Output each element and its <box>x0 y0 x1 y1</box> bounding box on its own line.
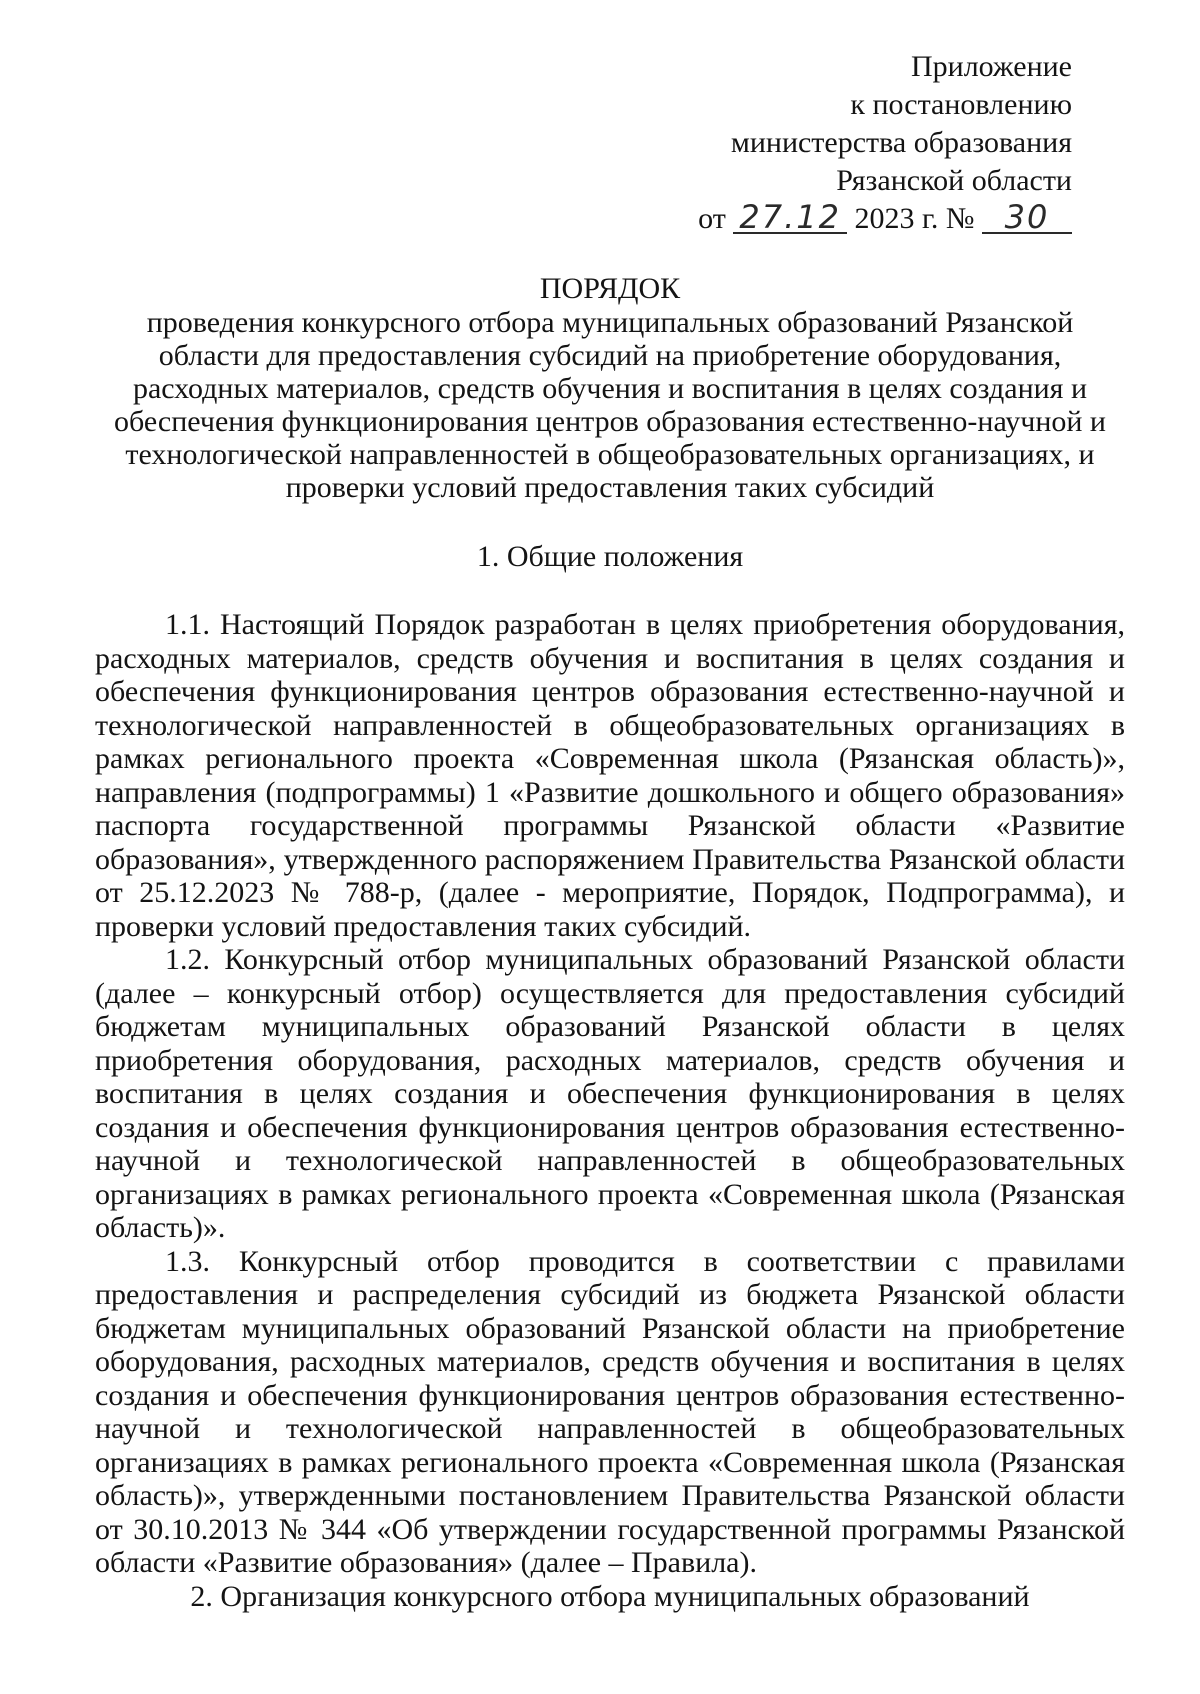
appendix-region-line: Рязанской области <box>836 164 1072 197</box>
paragraph-1-1: 1.1. Настоящий Порядок разработан в целях приобретения оборудования, расходных материалов, средств обучения и воспитания в целях создания и обеспечения функционирования центров образования естественно-научной и технологической направленностей в общеобразовательных организациях в рамках регионального проекта «Современная школа (Рязанская область)», направления (подпрограммы) 1 «Развитие дошкольного и общего образования» паспорта государственной программы Рязанской области «Развитие образования», утвержденного распоряжением Правительства Рязанской области от 25.12.2023 № 788-р, (далее - мероприятие, Порядок, Подпрограмма), и проверки условий предоставления таких субсидий. <box>95 608 1125 943</box>
appendix-ministry-line: министерства образования <box>730 126 1072 159</box>
date-prefix: от <box>698 202 726 235</box>
appendix-ref-line: к постановлению <box>850 88 1072 121</box>
handwritten-number: 30 <box>982 202 1072 234</box>
handwritten-date: 27.12 <box>733 202 847 234</box>
title-main: ПОРЯДОК <box>539 272 681 305</box>
section-1-heading: 1. Общие положения <box>476 540 744 573</box>
appendix-date-line <box>698 200 1072 238</box>
title-subtitle: проведения конкурсного отбора муниципальных образований Рязанской области для предоставления субсидий на приобретение оборудования, расходных материалов, средств обучения и воспитания в целях создания и обеспечения функционирования центров образования естественно-научной и технологической направленностей в общеобразовательных организациях, и проверки условий предоставления таких субсидий <box>113 306 1106 504</box>
appendix-header <box>698 48 1072 238</box>
section-2-heading: 2. Организация конкурсного отбора муниципальных образований <box>190 1580 1030 1613</box>
appendix-label: Приложение <box>910 50 1072 83</box>
paragraph-1-3: 1.3. Конкурсный отбор проводится в соответствии с правилами предоставления и распределения субсидий из бюджета Рязанской области бюджетам муниципальных образований Рязанской области на приобретение оборудования, расходных материалов, средств обучения и воспитания в целях создания и обеспечения функционирования центров образования естественно-научной и технологической направленностей в общеобразовательных организациях в рамках регионального проекта «Современная школа (Рязанская область)», утвержденными постановлением Правительства Рязанской области от 30.10.2013 № 344 «Об утверждении государственной программы Рязанской области «Развитие образования» (далее – Правила). <box>95 1244 1125 1579</box>
section-1-body <box>95 608 1125 1580</box>
year-number-label: 2023 г. № <box>854 202 975 235</box>
document-title <box>95 272 1125 504</box>
paragraph-1-2: 1.2. Конкурсный отбор муниципальных образований Рязанской области (далее – конкурсный отбор) осуществляется для предоставления субсидий бюджетам муниципальных образований Рязанской области в целях приобретения оборудования, расходных материалов, средств обучения и воспитания в целях создания и обеспечения функционирования в целях создания и обеспечения функционирования центров образования естественно-научной и технологической направленностей в общеобразовательных организациях в рамках регионального проекта «Современная школа (Рязанская область)». <box>95 943 1125 1244</box>
